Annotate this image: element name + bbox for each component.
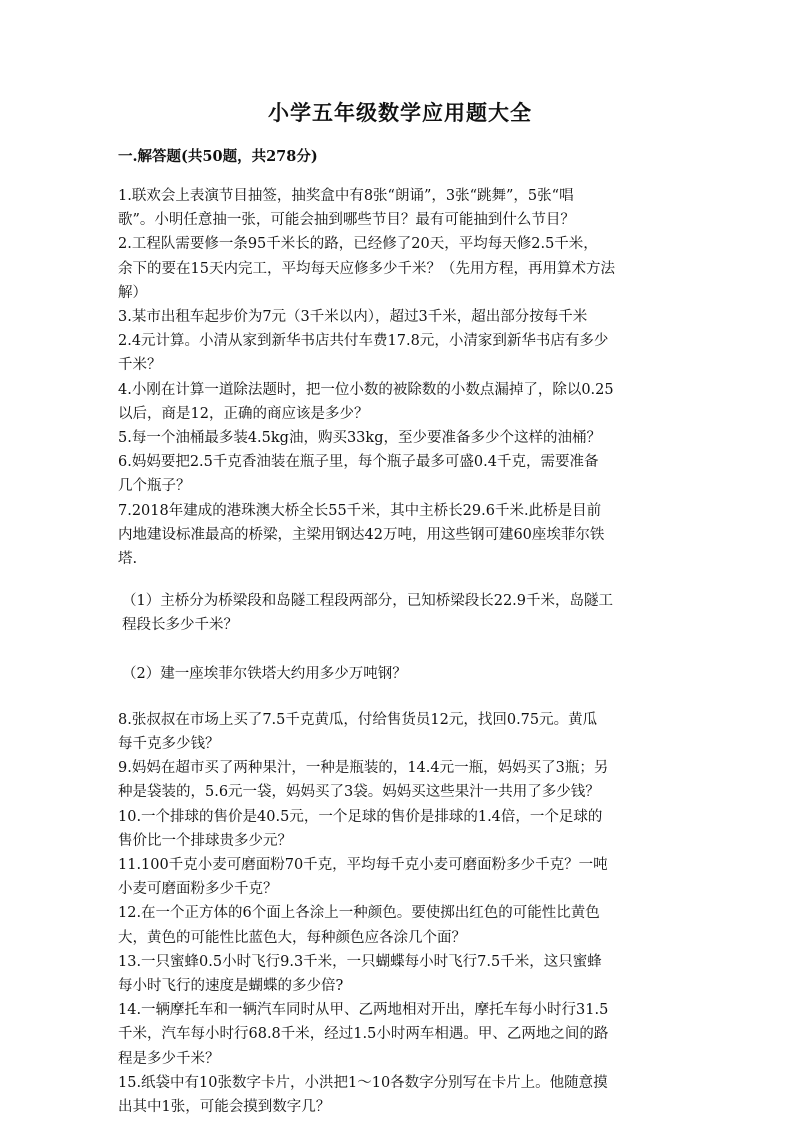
text-line: 几个瓶子？ xyxy=(118,478,191,494)
text-line: 5.每一个油桶最多装4.5kg油，购买33kg，至少要准备多少个这样的油桶？ xyxy=(118,430,601,446)
text-line: 塔. xyxy=(118,551,138,567)
text-line: 程是多少千米？ xyxy=(118,1051,220,1067)
text-line: 千米，汽车每小时行68.8千米，经过1.5小时两车相遇。甲、乙两地之间的路 xyxy=(118,1026,609,1042)
text-line: 1.联欢会上表演节目抽签，抽奖盒中有8张“朗诵”，3张“跳舞”，5张“唱 xyxy=(118,188,574,204)
text-line: 以后，商是12，正确的商应该是多少？ xyxy=(118,406,369,422)
text-line: 6.妈妈要把2.5千克香油装在瓶子里，每个瓶子最多可盛0.4千克，需要准备 xyxy=(118,454,599,470)
text-line: 大，黄色的可能性比蓝色大，每种颜色应各涂几个面？ xyxy=(118,930,466,946)
text-line: 余下的要在15天内完工，平均每天应修多少千米？（先用方程，再用算术方法 xyxy=(118,261,615,277)
text-line: 内地建设标准最高的桥梁，主梁用钢达42万吨，用这些钢可建60座埃菲尔铁 xyxy=(118,527,605,543)
text-line: 歌”。小明任意抽一张，可能会抽到哪些节目？最有可能抽到什么节目？ xyxy=(118,212,575,228)
text-line: 出其中1张，可能会摸到数字几？ xyxy=(118,1099,331,1115)
section-heading: 一.解答题(共50题，共278分) xyxy=(118,148,318,165)
text-line: 售价比一个排球贵多少元？ xyxy=(118,833,292,849)
text-line: （1）主桥分为桥梁段和岛隧工程段两部分，已知桥梁段长22.9千米，岛隧工 xyxy=(122,593,614,609)
text-line: 9.妈妈在超市买了两种果汁，一种是瓶装的，14.4元一瓶，妈妈买了3瓶；另 xyxy=(118,760,609,776)
text-line: 每小时飞行的速度是蝴蝶的多少倍? xyxy=(118,978,344,994)
text-line: 10.一个排球的售价是40.5元，一个足球的售价是排球的1.4倍，一个足球的 xyxy=(118,809,603,825)
text-line: 程段长多少千米？ xyxy=(122,617,238,633)
text-line: 7.2018年建成的港珠澳大桥全长55千米，其中主桥长29.6千米.此桥是目前 xyxy=(118,503,602,519)
text-line: 小麦可磨面粉多少千克？ xyxy=(118,881,278,897)
text-line: 2.4元计算。小清从家到新华书店共付车费17.8元，小清家到新华书店有多少 xyxy=(118,333,609,349)
page-title: 小学五年级数学应用题大全 xyxy=(268,100,532,125)
text-line: 2.工程队需要修一条95千米长的路，已经修了20天，平均每天修2.5千米， xyxy=(118,236,598,252)
text-line: 12.在一个正方体的6个面上各涂上一种颜色。要使掷出红色的可能性比黄色 xyxy=(118,905,600,921)
text-line: 每千克多少钱？ xyxy=(118,736,220,752)
text-line: 15.纸袋中有10张数字卡片，小洪把1～10各数字分别写在卡片上。他随意摸 xyxy=(118,1075,608,1091)
text-line: （2）建一座埃菲尔铁塔大约用多少万吨钢？ xyxy=(122,666,407,682)
text-line: 8.张叔叔在市场上买了7.5千克黄瓜，付给售货员12元，找回0.75元。黄瓜 xyxy=(118,712,598,728)
text-line: 千米？ xyxy=(118,357,162,373)
text-line: 解） xyxy=(118,285,147,301)
text-line: 13.一只蜜蜂0.5小时飞行9.3千米，一只蝴蝶每小时飞行7.5千米，这只蜜蜂 xyxy=(118,954,602,970)
text-line: 11.100千克小麦可磨面粉70千克，平均每千克小麦可磨面粉多少千克？一吨 xyxy=(118,857,608,873)
text-line: 种是袋装的，5.6元一袋，妈妈买了3袋。妈妈买这些果汁一共用了多少钱？ xyxy=(118,784,600,800)
text-line: 14.一辆摩托车和一辆汽车同时从甲、乙两地相对开出，摩托车每小时行31.5 xyxy=(118,1002,609,1018)
text-line: 3.某市出租车起步价为7元（3千米以内），超过3千米，超出部分按每千米 xyxy=(118,309,588,325)
text-line: 4.小刚在计算一道除法题时，把一位小数的被除数的小数点漏掉了，除以0.25 xyxy=(118,382,614,398)
